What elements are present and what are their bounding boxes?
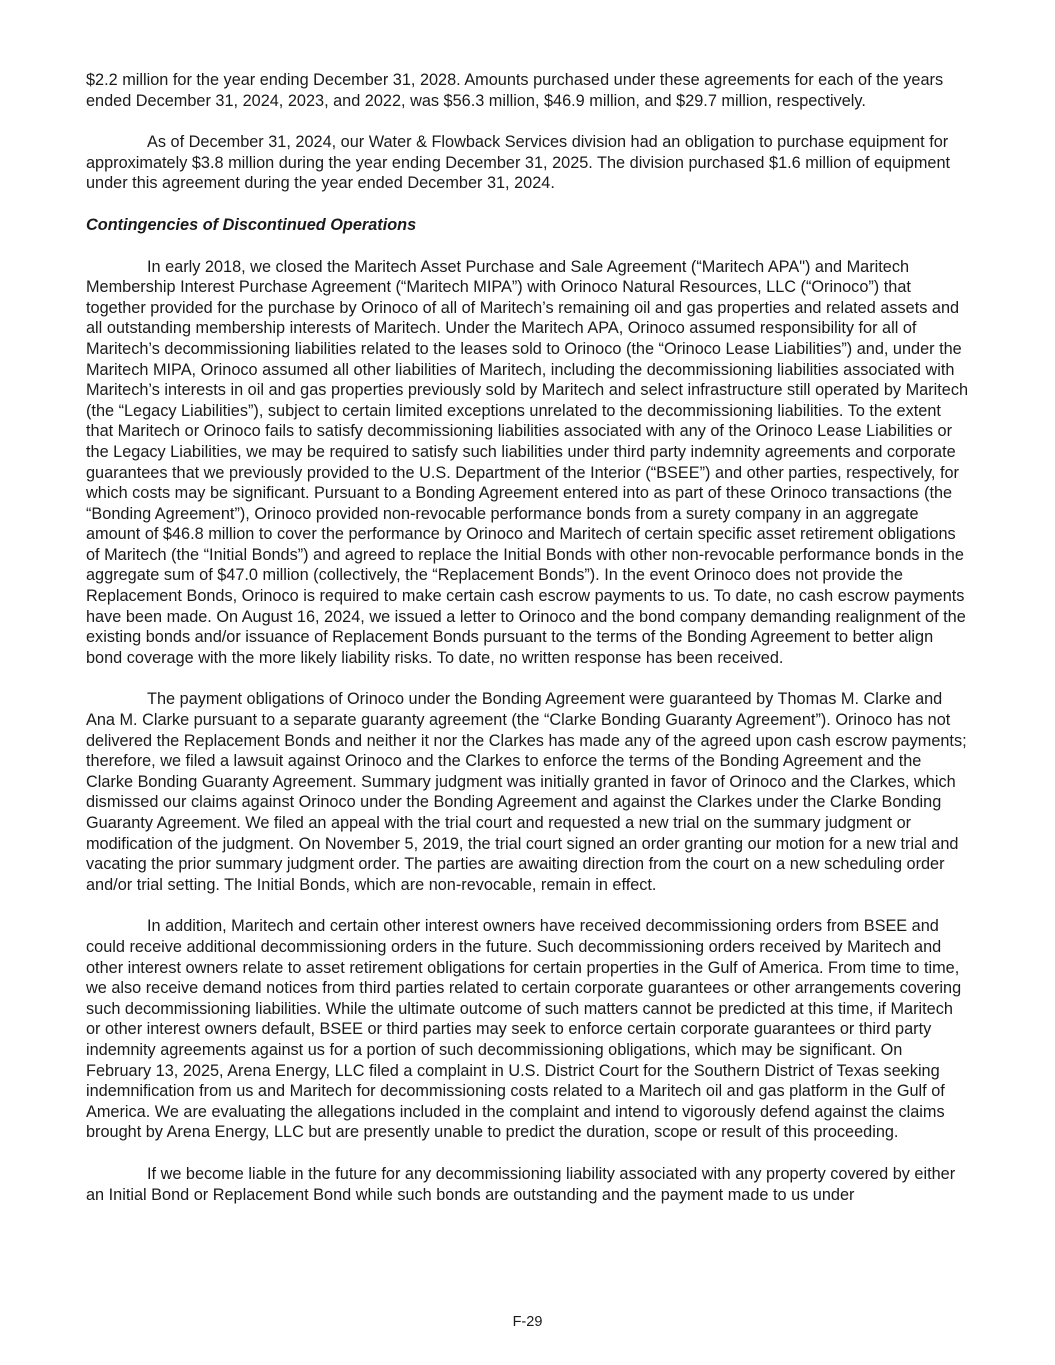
paragraph-future-liability: If we become liable in the future for any decommissioning liability associated with any property covered by either an Initial Bond or Replacement Bond while such bonds are outstanding and the payment made to us under bbox=[86, 1164, 956, 1204]
paragraph-purchase-amounts: $2.2 million for the year ending December 31, 2028. Amounts purchased under these agreements for each of the years ended December 31, 2024, 2023, and 2022, was $56.3 million, $46.9 million, and $29.7 million, respectively. bbox=[86, 71, 944, 110]
section-heading: Contingencies of Discontinued Operations bbox=[86, 215, 417, 234]
document-body bbox=[86, 70, 970, 1205]
paragraph-maritech-agreements: In early 2018, we closed the Maritech Asset Purchase and Sale Agreement (“Maritech APA") and Maritech Membership Interest Purchase Agreement (“Maritech MIPA”) with Orinoco Natural Resources, LLC (“Orinoco”) that together provided for the purchase by Orinoco of all of Maritech’s remaining oil and gas properties and related assets and all outstanding membership interests of Maritech. Under the Maritech APA, Orinoco assumed responsibility for all of Maritech’s decommissioning liabilities related to the leases sold to Orinoco (the “Orinoco Lease Liabilities”) and, under the Maritech MIPA, Orinoco assumed all other liabilities of Maritech, including the decommissioning liabilities associated with Maritech’s interests in oil and gas properties previously sold by Maritech and select infrastructure still operated by Maritech (the “Legacy Liabilities”), subject to certain limited exceptions unrelated to the decommissioning liabilities. To the extent that Maritech or Orinoco fails to satisfy decommissioning liabilities associated with any of the Orinoco Lease Liabilities or the Legacy Liabilities, we may be required to satisfy such liabilities under third party indemnity agreements and corporate guarantees that we previously provided to the U.S. Department of the Interior (“BSEE”) and other parties, respectively, for which costs may be significant. Pursuant to a Bonding Agreement entered into as part of these Orinoco transactions (the “Bonding Agreement”), Orinoco provided non-revocable performance bonds from a surety company in an aggregate amount of $46.8 million to cover the performance by Orinoco and Maritech of certain specific asset retirement obligations of Maritech (the “Initial Bonds”) and agreed to replace the Initial Bonds with other non-revocable performance bonds in the aggregate sum of $47.0 million (collectively, the “Replacement Bonds”). In the event Orinoco does not provide the Replacement Bonds, Orinoco is required to make certain cash escrow payments to us. To date, no cash escrow payments have been made. On August 16, 2024, we issued a letter to Orinoco and the bond company demanding realignment of the existing bonds and/or issuance of Replacement Bonds pursuant to the terms of the Bonding Agreement to better align bond coverage with the more likely liability risks. To date, no written response has been received. bbox=[86, 257, 969, 667]
paragraph-water-flowback-obligation: As of December 31, 2024, our Water & Flowback Services division had an obligation to purchase equipment for approximately $3.8 million during the year ending December 31, 2025. The division purchased $1.6 million of equipment under this agreement during the year ended December 31, 2024. bbox=[86, 133, 951, 193]
paragraph-decommissioning-orders: In addition, Maritech and certain other interest owners have received decommissioning orders from BSEE and could receive additional decommissioning orders in the future. Such decommissioning orders received by Maritech and other interest owners relate to asset retirement obligations for certain properties in the Gulf of America. From time to time, we also receive demand notices from third parties related to certain corporate guarantees or other arrangements covering such decommissioning liabilities. While the ultimate outcome of such matters cannot be predicted at this time, if Maritech or other interest owners default, BSEE or third parties may seek to enforce certain corporate guarantees or third party indemnity agreements against us for a portion of such decommissioning obligations, which may be significant. On February 13, 2025, Arena Energy, LLC filed a complaint in U.S. District Court for the Southern District of Texas seeking indemnification from us and Maritech for decommissioning costs related to a Maritech oil and gas platform in the Gulf of America. We are evaluating the allegations included in the complaint and intend to vigorously defend against the claims brought by Arena Energy, LLC but are presently unable to predict the duration, scope or result of this proceeding. bbox=[86, 917, 962, 1142]
page-number: F-29 bbox=[512, 1314, 543, 1330]
paragraph-clarke-guaranty: The payment obligations of Orinoco under the Bonding Agreement were guaranteed by Thomas M. Clarke and Ana M. Clarke pursuant to a separate guaranty agreement (the “Clarke Bonding Guaranty Agreement”). Orinoco has not delivered the Replacement Bonds and neither it nor the Clarkes has made any of the agreed upon cash escrow payments; therefore, we filed a lawsuit against Orinoco and the Clarkes to enforce the terms of the Bonding Agreement and the Clarke Bonding Guaranty Agreement. Summary judgment was initially granted in favor of Orinoco and the Clarkes, which dismissed our claims against Orinoco under the Bonding Agreement and against the Clarkes under the Clarke Bonding Guaranty Agreement. We filed an appeal with the trial court and requested a new trial on the summary judgment or modification of the judgment. On November 5, 2019, the trial court signed an order granting our motion for a new trial and vacating the prior summary judgment order. The parties are awaiting direction from the court on a new scheduling order and/or trial setting. The Initial Bonds, which are non-revocable, remain in effect. bbox=[86, 690, 967, 894]
